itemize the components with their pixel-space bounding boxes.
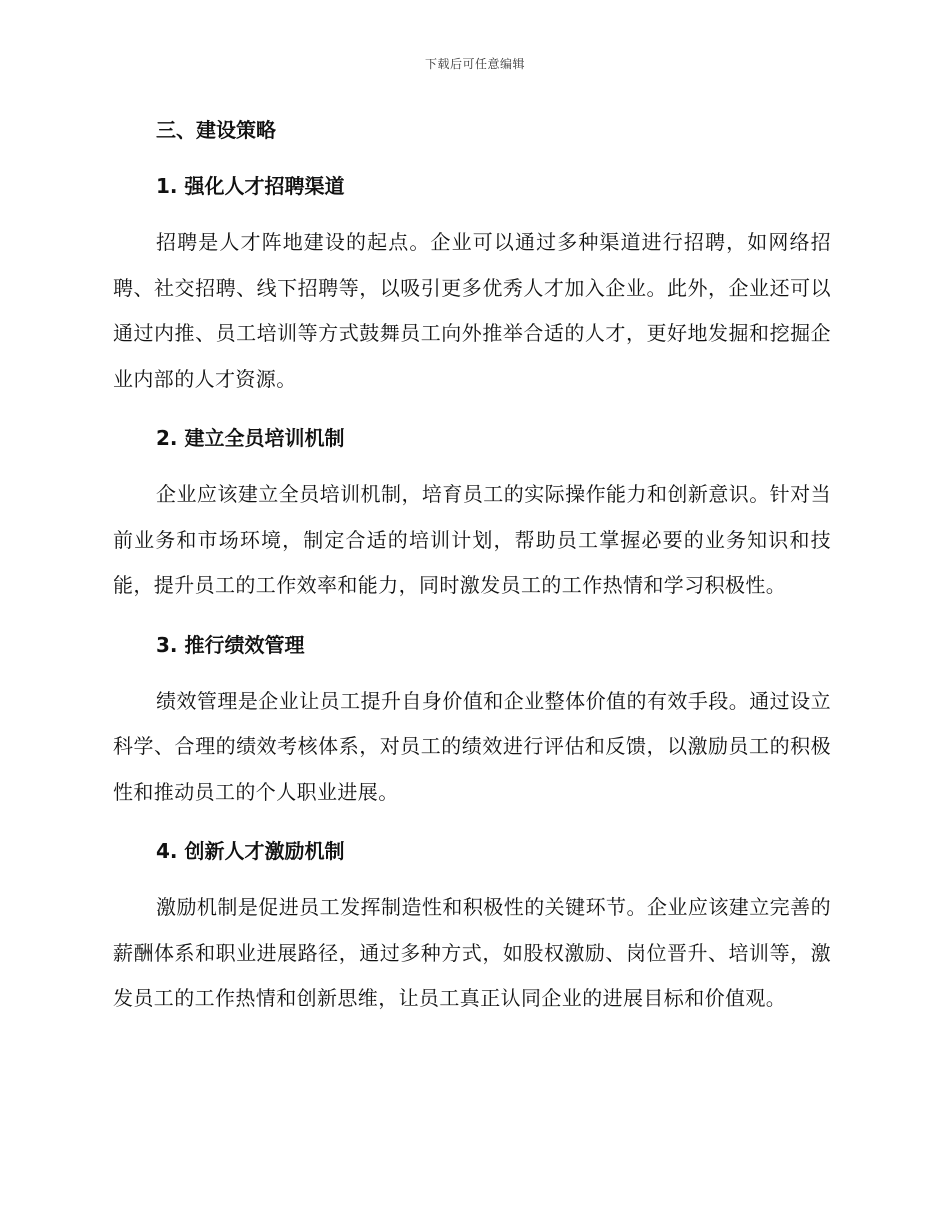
paragraph-1: 招聘是人才阵地建设的起点。企业可以通过多种渠道进行招聘，如网络招聘、社交招聘、线下招聘等，以吸引更多优秀人才加入企业。此外，企业还可以通过内推、员工培训等方式鼓舞员工向外推举合适的人才，更好地发掘和挖掘企业内部的人才资源。 — [113, 230, 831, 391]
section-title: 三、建设策略 — [156, 118, 276, 142]
subsection-title-3: 3. 推行绩效管理 — [156, 632, 305, 657]
subsection-title-4: 4. 创新人才激励机制 — [156, 839, 345, 863]
subsection-title-1: 1. 强化人才招聘渠道 — [156, 174, 345, 198]
subsection-title-2: 2. 建立全员培训机制 — [156, 426, 345, 450]
paragraph-2: 企业应该建立全员培训机制，培育员工的实际操作能力和创新意识。针对当前业务和市场环境，制定合适的培训计划，帮助员工掌握必要的业务知识和技能，提升员工的工作效率和能力，同时激发员工的工作热情和学习积极性。 — [113, 482, 831, 597]
paragraph-3: 绩效管理是企业让员工提升自身价值和企业整体价值的有效手段。通过设立科学、合理的绩效考核体系，对员工的绩效进行评估和反馈，以激励员工的积极性和推动员工的个人职业进展。 — [113, 688, 831, 804]
document-content — [113, 108, 831, 1022]
page-header: 下载后可任意编辑 — [424, 57, 525, 71]
paragraph-4: 激励机制是促进员工发挥制造性和积极性的关键环节。企业应该建立完善的薪酬体系和职业进展路径，通过多种方式，如股权激励、岗位晋升、培训等，激发员工的工作热情和创新思维，让员工真正认同企业的进展目标和价值观。 — [113, 895, 831, 1010]
